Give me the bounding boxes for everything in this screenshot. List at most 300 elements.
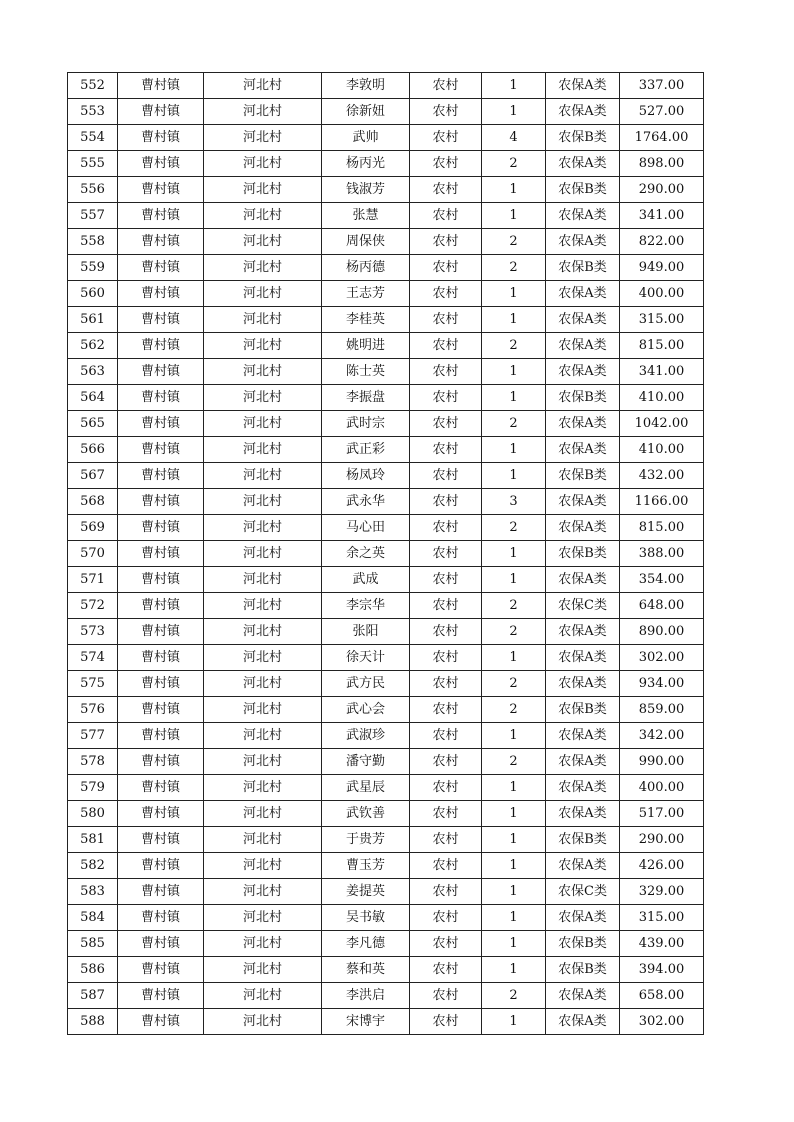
amount-cell: 517.00 — [620, 801, 704, 827]
town-cell: 曹村镇 — [118, 957, 204, 983]
household-type-cell: 农村 — [410, 229, 482, 255]
village-cell: 河北村 — [204, 827, 322, 853]
name-cell: 姜提英 — [322, 879, 410, 905]
row-number-cell: 582 — [68, 853, 118, 879]
village-cell: 河北村 — [204, 671, 322, 697]
household-type-cell: 农村 — [410, 203, 482, 229]
category-cell: 农保A类 — [546, 645, 620, 671]
category-cell: 农保A类 — [546, 307, 620, 333]
village-cell: 河北村 — [204, 853, 322, 879]
row-number-cell: 579 — [68, 775, 118, 801]
category-cell: 农保A类 — [546, 723, 620, 749]
category-cell: 农保A类 — [546, 203, 620, 229]
household-type-cell: 农村 — [410, 879, 482, 905]
household-type-cell: 农村 — [410, 307, 482, 333]
name-cell: 李洪启 — [322, 983, 410, 1009]
table-row — [68, 99, 704, 125]
row-number-cell: 553 — [68, 99, 118, 125]
amount-cell: 400.00 — [620, 281, 704, 307]
table-row — [68, 853, 704, 879]
village-cell: 河北村 — [204, 73, 322, 99]
table-row — [68, 567, 704, 593]
member-count-cell: 1 — [482, 359, 546, 385]
member-count-cell: 1 — [482, 437, 546, 463]
village-cell: 河北村 — [204, 645, 322, 671]
table-row — [68, 723, 704, 749]
town-cell: 曹村镇 — [118, 151, 204, 177]
town-cell: 曹村镇 — [118, 99, 204, 125]
village-cell: 河北村 — [204, 489, 322, 515]
member-count-cell: 1 — [482, 905, 546, 931]
household-type-cell: 农村 — [410, 671, 482, 697]
table-row — [68, 333, 704, 359]
village-cell: 河北村 — [204, 723, 322, 749]
household-type-cell: 农村 — [410, 1009, 482, 1035]
row-number-cell: 573 — [68, 619, 118, 645]
town-cell: 曹村镇 — [118, 567, 204, 593]
household-type-cell: 农村 — [410, 931, 482, 957]
table-row — [68, 385, 704, 411]
name-cell: 周保侠 — [322, 229, 410, 255]
village-cell: 河北村 — [204, 255, 322, 281]
row-number-cell: 554 — [68, 125, 118, 151]
row-number-cell: 559 — [68, 255, 118, 281]
household-type-cell: 农村 — [410, 73, 482, 99]
category-cell: 农保A类 — [546, 229, 620, 255]
table-row — [68, 515, 704, 541]
village-cell: 河北村 — [204, 437, 322, 463]
name-cell: 杨凤玲 — [322, 463, 410, 489]
category-cell: 农保B类 — [546, 957, 620, 983]
household-type-cell: 农村 — [410, 853, 482, 879]
row-number-cell: 570 — [68, 541, 118, 567]
amount-cell: 337.00 — [620, 73, 704, 99]
name-cell: 武永华 — [322, 489, 410, 515]
table-row — [68, 411, 704, 437]
amount-cell: 949.00 — [620, 255, 704, 281]
category-cell: 农保B类 — [546, 931, 620, 957]
name-cell: 武正彩 — [322, 437, 410, 463]
member-count-cell: 2 — [482, 593, 546, 619]
town-cell: 曹村镇 — [118, 905, 204, 931]
name-cell: 武成 — [322, 567, 410, 593]
name-cell: 李敦明 — [322, 73, 410, 99]
row-number-cell: 566 — [68, 437, 118, 463]
amount-cell: 394.00 — [620, 957, 704, 983]
table-row — [68, 229, 704, 255]
household-type-cell: 农村 — [410, 645, 482, 671]
name-cell: 李凡德 — [322, 931, 410, 957]
amount-cell: 354.00 — [620, 567, 704, 593]
town-cell: 曹村镇 — [118, 385, 204, 411]
category-cell: 农保B类 — [546, 177, 620, 203]
name-cell: 杨丙德 — [322, 255, 410, 281]
village-cell: 河北村 — [204, 281, 322, 307]
row-number-cell: 583 — [68, 879, 118, 905]
name-cell: 潘守勤 — [322, 749, 410, 775]
name-cell: 陈士英 — [322, 359, 410, 385]
village-cell: 河北村 — [204, 151, 322, 177]
roster-body — [68, 73, 704, 1035]
amount-cell: 890.00 — [620, 619, 704, 645]
name-cell: 于贵芳 — [322, 827, 410, 853]
name-cell: 武淑珍 — [322, 723, 410, 749]
table-row — [68, 541, 704, 567]
amount-cell: 432.00 — [620, 463, 704, 489]
category-cell: 农保B类 — [546, 255, 620, 281]
category-cell: 农保A类 — [546, 333, 620, 359]
row-number-cell: 565 — [68, 411, 118, 437]
name-cell: 曹玉芳 — [322, 853, 410, 879]
table-row — [68, 255, 704, 281]
amount-cell: 934.00 — [620, 671, 704, 697]
town-cell: 曹村镇 — [118, 463, 204, 489]
amount-cell: 822.00 — [620, 229, 704, 255]
member-count-cell: 2 — [482, 671, 546, 697]
amount-cell: 410.00 — [620, 437, 704, 463]
row-number-cell: 568 — [68, 489, 118, 515]
household-type-cell: 农村 — [410, 359, 482, 385]
category-cell: 农保A类 — [546, 151, 620, 177]
amount-cell: 1166.00 — [620, 489, 704, 515]
category-cell: 农保A类 — [546, 775, 620, 801]
household-type-cell: 农村 — [410, 125, 482, 151]
town-cell: 曹村镇 — [118, 333, 204, 359]
row-number-cell: 578 — [68, 749, 118, 775]
category-cell: 农保A类 — [546, 567, 620, 593]
name-cell: 吴书敏 — [322, 905, 410, 931]
village-cell: 河北村 — [204, 411, 322, 437]
member-count-cell: 1 — [482, 645, 546, 671]
member-count-cell: 2 — [482, 333, 546, 359]
name-cell: 武星辰 — [322, 775, 410, 801]
household-type-cell: 农村 — [410, 957, 482, 983]
household-type-cell: 农村 — [410, 463, 482, 489]
amount-cell: 648.00 — [620, 593, 704, 619]
member-count-cell: 2 — [482, 151, 546, 177]
member-count-cell: 1 — [482, 801, 546, 827]
amount-cell: 290.00 — [620, 177, 704, 203]
town-cell: 曹村镇 — [118, 489, 204, 515]
amount-cell: 400.00 — [620, 775, 704, 801]
row-number-cell: 587 — [68, 983, 118, 1009]
household-type-cell: 农村 — [410, 723, 482, 749]
table-row — [68, 645, 704, 671]
amount-cell: 527.00 — [620, 99, 704, 125]
town-cell: 曹村镇 — [118, 593, 204, 619]
name-cell: 武时宗 — [322, 411, 410, 437]
row-number-cell: 575 — [68, 671, 118, 697]
village-cell: 河北村 — [204, 385, 322, 411]
town-cell: 曹村镇 — [118, 1009, 204, 1035]
category-cell: 农保A类 — [546, 983, 620, 1009]
household-type-cell: 农村 — [410, 593, 482, 619]
amount-cell: 815.00 — [620, 333, 704, 359]
category-cell: 农保B类 — [546, 385, 620, 411]
row-number-cell: 552 — [68, 73, 118, 99]
town-cell: 曹村镇 — [118, 177, 204, 203]
member-count-cell: 1 — [482, 827, 546, 853]
table-row — [68, 489, 704, 515]
town-cell: 曹村镇 — [118, 723, 204, 749]
table-row — [68, 697, 704, 723]
row-number-cell: 561 — [68, 307, 118, 333]
town-cell: 曹村镇 — [118, 801, 204, 827]
village-cell: 河北村 — [204, 229, 322, 255]
name-cell: 李宗华 — [322, 593, 410, 619]
table-row — [68, 151, 704, 177]
member-count-cell: 3 — [482, 489, 546, 515]
member-count-cell: 2 — [482, 255, 546, 281]
village-cell: 河北村 — [204, 307, 322, 333]
amount-cell: 658.00 — [620, 983, 704, 1009]
amount-cell: 315.00 — [620, 905, 704, 931]
table-row — [68, 437, 704, 463]
table-row — [68, 957, 704, 983]
row-number-cell: 576 — [68, 697, 118, 723]
amount-cell: 329.00 — [620, 879, 704, 905]
household-type-cell: 农村 — [410, 333, 482, 359]
name-cell: 李振盘 — [322, 385, 410, 411]
row-number-cell: 577 — [68, 723, 118, 749]
town-cell: 曹村镇 — [118, 125, 204, 151]
category-cell: 农保A类 — [546, 73, 620, 99]
household-type-cell: 农村 — [410, 177, 482, 203]
name-cell: 徐新妞 — [322, 99, 410, 125]
name-cell: 余之英 — [322, 541, 410, 567]
category-cell: 农保A类 — [546, 437, 620, 463]
amount-cell: 990.00 — [620, 749, 704, 775]
category-cell: 农保B类 — [546, 463, 620, 489]
table-row — [68, 593, 704, 619]
name-cell: 杨丙光 — [322, 151, 410, 177]
row-number-cell: 572 — [68, 593, 118, 619]
village-cell: 河北村 — [204, 983, 322, 1009]
village-cell: 河北村 — [204, 697, 322, 723]
amount-cell: 859.00 — [620, 697, 704, 723]
member-count-cell: 1 — [482, 853, 546, 879]
member-count-cell: 1 — [482, 463, 546, 489]
town-cell: 曹村镇 — [118, 749, 204, 775]
village-cell: 河北村 — [204, 905, 322, 931]
name-cell: 李桂英 — [322, 307, 410, 333]
household-type-cell: 农村 — [410, 905, 482, 931]
row-number-cell: 563 — [68, 359, 118, 385]
town-cell: 曹村镇 — [118, 983, 204, 1009]
table-row — [68, 827, 704, 853]
row-number-cell: 580 — [68, 801, 118, 827]
table-row — [68, 671, 704, 697]
table-row — [68, 203, 704, 229]
row-number-cell: 571 — [68, 567, 118, 593]
town-cell: 曹村镇 — [118, 229, 204, 255]
household-type-cell: 农村 — [410, 411, 482, 437]
table-row — [68, 463, 704, 489]
table-row — [68, 749, 704, 775]
category-cell: 农保B类 — [546, 697, 620, 723]
town-cell: 曹村镇 — [118, 879, 204, 905]
category-cell: 农保A类 — [546, 905, 620, 931]
table-row — [68, 931, 704, 957]
table-row — [68, 801, 704, 827]
member-count-cell: 1 — [482, 307, 546, 333]
town-cell: 曹村镇 — [118, 853, 204, 879]
household-type-cell: 农村 — [410, 619, 482, 645]
member-count-cell: 2 — [482, 229, 546, 255]
town-cell: 曹村镇 — [118, 515, 204, 541]
member-count-cell: 2 — [482, 749, 546, 775]
name-cell: 徐天计 — [322, 645, 410, 671]
name-cell: 武钦善 — [322, 801, 410, 827]
category-cell: 农保B类 — [546, 541, 620, 567]
town-cell: 曹村镇 — [118, 281, 204, 307]
village-cell: 河北村 — [204, 593, 322, 619]
household-type-cell: 农村 — [410, 515, 482, 541]
name-cell: 姚明进 — [322, 333, 410, 359]
member-count-cell: 1 — [482, 723, 546, 749]
name-cell: 马心田 — [322, 515, 410, 541]
town-cell: 曹村镇 — [118, 541, 204, 567]
member-count-cell: 1 — [482, 541, 546, 567]
member-count-cell: 2 — [482, 411, 546, 437]
amount-cell: 315.00 — [620, 307, 704, 333]
table-row — [68, 359, 704, 385]
household-type-cell: 农村 — [410, 281, 482, 307]
member-count-cell: 1 — [482, 1009, 546, 1035]
name-cell: 张慧 — [322, 203, 410, 229]
row-number-cell: 560 — [68, 281, 118, 307]
member-count-cell: 1 — [482, 385, 546, 411]
amount-cell: 388.00 — [620, 541, 704, 567]
table-row — [68, 905, 704, 931]
name-cell: 宋博宇 — [322, 1009, 410, 1035]
member-count-cell: 4 — [482, 125, 546, 151]
amount-cell: 341.00 — [620, 359, 704, 385]
household-type-cell: 农村 — [410, 697, 482, 723]
town-cell: 曹村镇 — [118, 411, 204, 437]
household-type-cell: 农村 — [410, 437, 482, 463]
member-count-cell: 1 — [482, 775, 546, 801]
amount-cell: 439.00 — [620, 931, 704, 957]
row-number-cell: 562 — [68, 333, 118, 359]
amount-cell: 302.00 — [620, 1009, 704, 1035]
name-cell: 武方民 — [322, 671, 410, 697]
name-cell: 武心会 — [322, 697, 410, 723]
household-type-cell: 农村 — [410, 541, 482, 567]
category-cell: 农保A类 — [546, 801, 620, 827]
village-cell: 河北村 — [204, 1009, 322, 1035]
category-cell: 农保B类 — [546, 125, 620, 151]
member-count-cell: 1 — [482, 99, 546, 125]
amount-cell: 815.00 — [620, 515, 704, 541]
amount-cell: 1042.00 — [620, 411, 704, 437]
amount-cell: 1764.00 — [620, 125, 704, 151]
village-cell: 河北村 — [204, 801, 322, 827]
category-cell: 农保A类 — [546, 749, 620, 775]
table-row — [68, 983, 704, 1009]
amount-cell: 341.00 — [620, 203, 704, 229]
village-cell: 河北村 — [204, 359, 322, 385]
table-row — [68, 125, 704, 151]
village-cell: 河北村 — [204, 125, 322, 151]
category-cell: 农保A类 — [546, 853, 620, 879]
household-type-cell: 农村 — [410, 775, 482, 801]
town-cell: 曹村镇 — [118, 827, 204, 853]
household-type-cell: 农村 — [410, 567, 482, 593]
category-cell: 农保A类 — [546, 619, 620, 645]
amount-cell: 410.00 — [620, 385, 704, 411]
member-count-cell: 1 — [482, 931, 546, 957]
member-count-cell: 1 — [482, 879, 546, 905]
household-type-cell: 农村 — [410, 489, 482, 515]
table-row — [68, 1009, 704, 1035]
name-cell: 钱淑芳 — [322, 177, 410, 203]
member-count-cell: 1 — [482, 957, 546, 983]
village-cell: 河北村 — [204, 879, 322, 905]
row-number-cell: 574 — [68, 645, 118, 671]
row-number-cell: 581 — [68, 827, 118, 853]
town-cell: 曹村镇 — [118, 671, 204, 697]
name-cell: 蔡和英 — [322, 957, 410, 983]
name-cell: 武帅 — [322, 125, 410, 151]
row-number-cell: 555 — [68, 151, 118, 177]
name-cell: 张阳 — [322, 619, 410, 645]
town-cell: 曹村镇 — [118, 203, 204, 229]
village-cell: 河北村 — [204, 749, 322, 775]
table-row — [68, 177, 704, 203]
member-count-cell: 1 — [482, 567, 546, 593]
town-cell: 曹村镇 — [118, 73, 204, 99]
member-count-cell: 2 — [482, 697, 546, 723]
town-cell: 曹村镇 — [118, 255, 204, 281]
village-cell: 河北村 — [204, 931, 322, 957]
amount-cell: 426.00 — [620, 853, 704, 879]
member-count-cell: 1 — [482, 281, 546, 307]
category-cell: 农保A类 — [546, 411, 620, 437]
category-cell: 农保C类 — [546, 879, 620, 905]
village-cell: 河北村 — [204, 177, 322, 203]
row-number-cell: 557 — [68, 203, 118, 229]
village-cell: 河北村 — [204, 515, 322, 541]
row-number-cell: 564 — [68, 385, 118, 411]
row-number-cell: 567 — [68, 463, 118, 489]
table-row — [68, 73, 704, 99]
amount-cell: 342.00 — [620, 723, 704, 749]
amount-cell: 290.00 — [620, 827, 704, 853]
category-cell: 农保A类 — [546, 515, 620, 541]
row-number-cell: 585 — [68, 931, 118, 957]
village-cell: 河北村 — [204, 541, 322, 567]
village-cell: 河北村 — [204, 619, 322, 645]
town-cell: 曹村镇 — [118, 307, 204, 333]
category-cell: 农保A类 — [546, 489, 620, 515]
household-type-cell: 农村 — [410, 151, 482, 177]
member-count-cell: 2 — [482, 983, 546, 1009]
household-type-cell: 农村 — [410, 385, 482, 411]
town-cell: 曹村镇 — [118, 697, 204, 723]
town-cell: 曹村镇 — [118, 359, 204, 385]
member-count-cell: 1 — [482, 203, 546, 229]
category-cell: 农保C类 — [546, 593, 620, 619]
category-cell: 农保A类 — [546, 359, 620, 385]
row-number-cell: 584 — [68, 905, 118, 931]
village-cell: 河北村 — [204, 957, 322, 983]
household-type-cell: 农村 — [410, 255, 482, 281]
amount-cell: 898.00 — [620, 151, 704, 177]
household-type-cell: 农村 — [410, 983, 482, 1009]
row-number-cell: 588 — [68, 1009, 118, 1035]
category-cell: 农保A类 — [546, 671, 620, 697]
